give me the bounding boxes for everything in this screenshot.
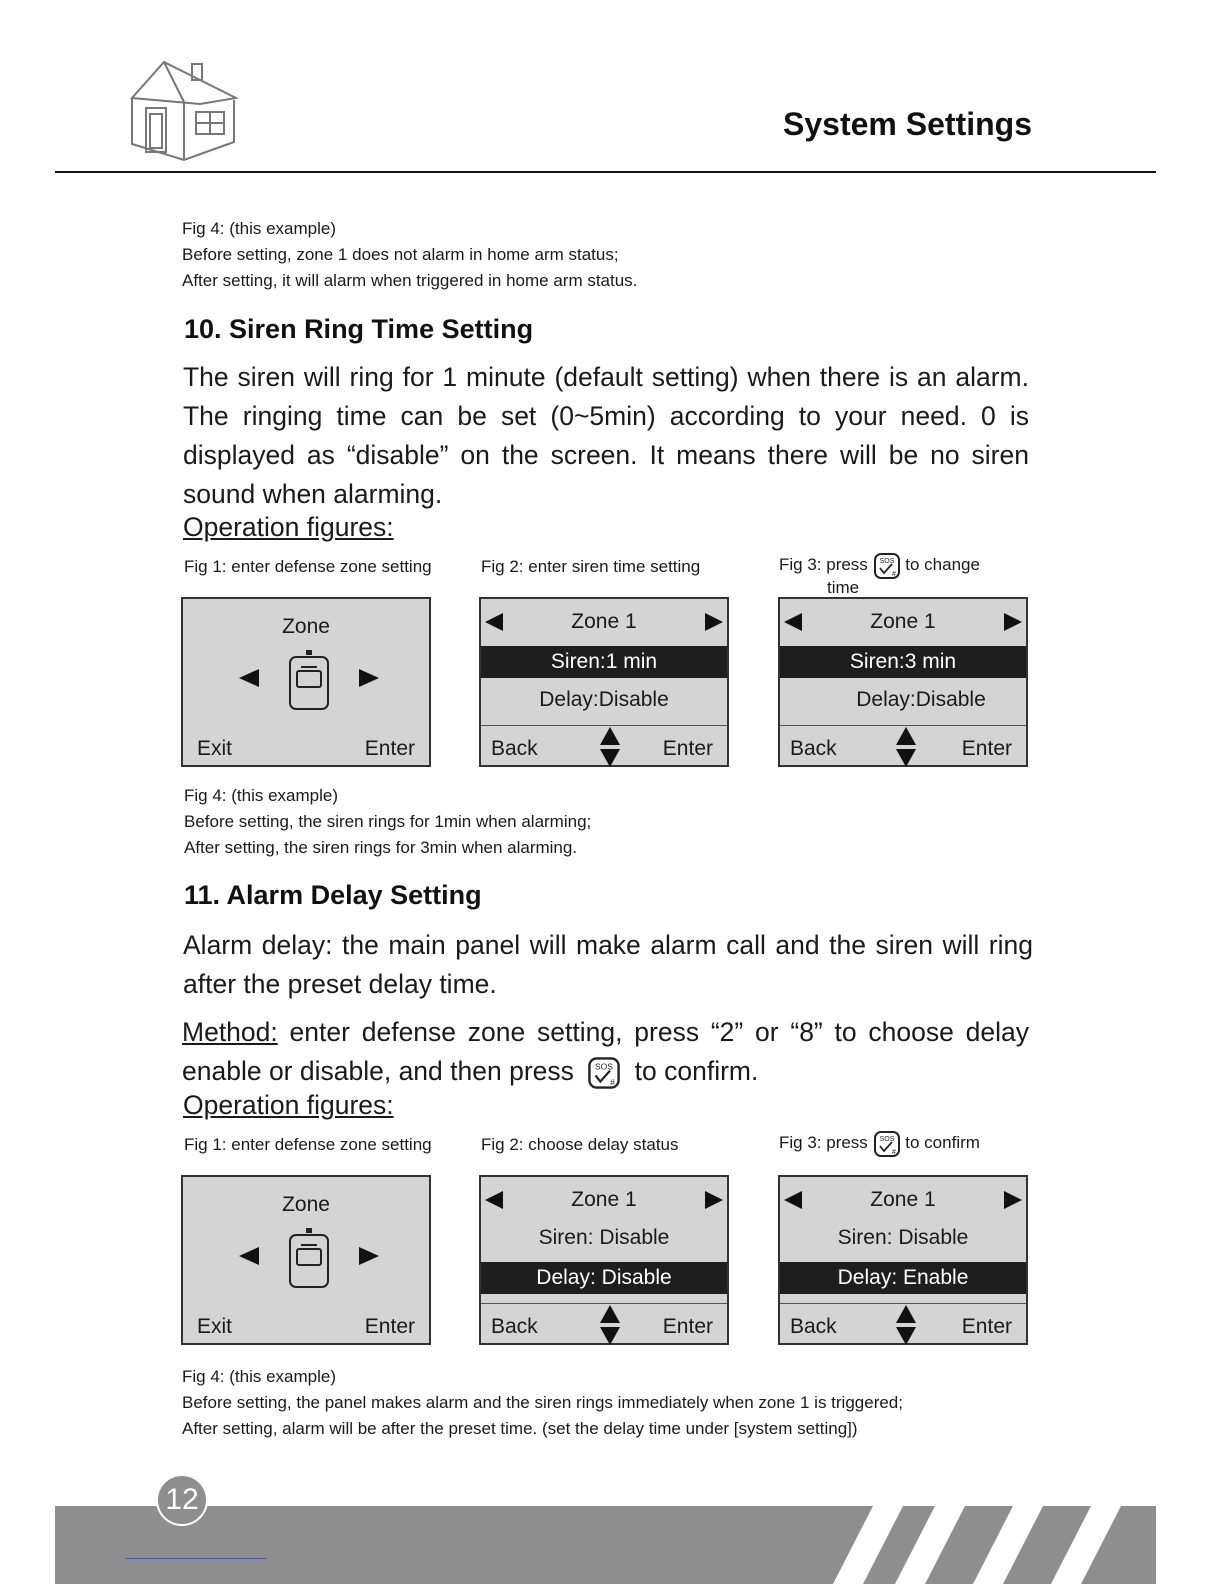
arrow-right-icon (705, 1191, 723, 1209)
top-note-line: Before setting, zone 1 does not alarm in home arm status; (182, 245, 619, 264)
lcd-screen-siren-before (479, 597, 729, 767)
svg-text:#: # (891, 1148, 896, 1156)
footer-link-underline (126, 1558, 266, 1559)
fig2-caption: Fig 2: enter siren time setting (481, 557, 701, 576)
back-label: Back (491, 1315, 538, 1338)
svg-text:#: # (891, 570, 896, 578)
lcd-row-delay: Delay:Disable (539, 688, 669, 711)
lcd-title: Zone (282, 615, 330, 638)
header-rule (55, 171, 1156, 173)
paragraph-line: displayed as “disable” on the screen. It means there will be no siren (183, 440, 1029, 470)
fig3-caption (779, 1129, 980, 1158)
lcd-row-siren: Siren: Disable (837, 1226, 969, 1249)
svg-text:SOS: SOS (879, 557, 894, 565)
paragraph-line: after the preset delay time. (183, 969, 497, 999)
method-label: Method: (182, 1017, 278, 1047)
method-line-2 (182, 1052, 1029, 1091)
lcd-row-delay-selected: Delay: Disable (481, 1262, 727, 1294)
fig3-caption-text: to change (905, 555, 980, 574)
lcd-row-zone: Zone 1 (571, 1188, 637, 1211)
up-down-arrow-icon (896, 727, 916, 767)
lcd-row-delay-selected: Delay: Enable (780, 1262, 1026, 1294)
method-text: enter defense zone setting, press “2” or “8” to choose delay (277, 1017, 1029, 1047)
lcd-divider (481, 725, 727, 726)
method-paragraph (182, 1013, 1029, 1091)
lcd-row-delay: Delay:Disable (856, 688, 986, 711)
method-text: to confirm. (634, 1056, 759, 1086)
enter-label: Enter (662, 1315, 713, 1338)
paragraph-line: The siren will ring for 1 minute (default setting) when there is an alarm. (183, 362, 1029, 392)
footer-band (55, 1506, 1156, 1584)
lcd-divider (481, 1303, 727, 1304)
fig3-caption-text: Fig 3: press (779, 1133, 868, 1152)
fig2-caption: Fig 2: choose delay status (481, 1135, 679, 1154)
note-line: After setting, the siren rings for 3min when alarming. (184, 838, 578, 857)
note-line: After setting, alarm will be after the preset time. (set the delay time under [system setting]) (182, 1419, 858, 1438)
paragraph-line: Alarm delay: the main panel will make alarm call and the siren will ring (183, 930, 1033, 960)
enter-label: Enter (364, 737, 415, 760)
lcd-screen-zone (181, 1175, 431, 1345)
sos-key-icon (873, 552, 901, 580)
paragraph-line: The ringing time can be set (0~5min) according to your need. 0 is (183, 401, 1029, 431)
up-down-arrow-icon (600, 727, 620, 767)
lcd-divider (780, 725, 1026, 726)
page-number: 12 (156, 1474, 208, 1526)
fig1-caption: Fig 1: enter defense zone setting (184, 557, 432, 576)
fig1-caption: Fig 1: enter defense zone setting (184, 1135, 432, 1154)
exit-label: Exit (197, 1315, 233, 1338)
section-11-heading: 11. Alarm Delay Setting (184, 880, 482, 910)
method-text: enable or disable, and then press (182, 1056, 574, 1086)
lcd-screen-delay-before (479, 1175, 729, 1345)
top-note-line: Fig 4: (this example) (182, 219, 336, 238)
page-title: System Settings (783, 106, 1032, 142)
svg-text:#: # (610, 1077, 616, 1088)
lcd-row-siren-selected: Siren:3 min (780, 646, 1026, 678)
top-note-line: After setting, it will alarm when triggered in home arm status. (182, 271, 638, 290)
lcd-row-zone: Zone 1 (571, 610, 637, 633)
enter-label: Enter (364, 1315, 415, 1338)
arrow-right-icon (705, 613, 723, 631)
svg-text:SOS: SOS (595, 1061, 614, 1072)
door-sensor-icon (287, 1227, 331, 1289)
exit-label: Exit (197, 737, 233, 760)
lcd-row-siren: Siren: Disable (538, 1226, 670, 1249)
back-label: Back (790, 1315, 837, 1338)
lcd-row-siren-selected: Siren:1 min (481, 646, 727, 678)
lcd-screen-siren-after (778, 597, 1028, 767)
fig3-caption-time: time (827, 578, 860, 597)
section-10-heading: 10. Siren Ring Time Setting (184, 314, 534, 344)
lcd-screen-zone (181, 597, 431, 767)
lcd-screen-delay-after (778, 1175, 1028, 1345)
house-icon (128, 58, 238, 164)
lcd-title: Zone (282, 1193, 330, 1216)
paragraph-line: sound when alarming. (183, 479, 443, 509)
sos-key-icon (873, 1130, 901, 1158)
lcd-row-zone: Zone 1 (870, 610, 936, 633)
section-10-paragraph (183, 358, 1029, 514)
note-line: Before setting, the panel makes alarm and the siren rings immediately when zone 1 is triggered; (182, 1393, 903, 1412)
operation-figures-label: Operation figures: (183, 512, 394, 542)
note-line: Fig 4: (this example) (184, 786, 338, 805)
up-down-arrow-icon (896, 1305, 916, 1345)
section-11-paragraph (183, 926, 1033, 1004)
lcd-divider (780, 1303, 1026, 1304)
arrow-right-icon (1004, 613, 1022, 631)
enter-label: Enter (961, 1315, 1012, 1338)
back-label: Back (491, 737, 538, 760)
lcd-row-zone: Zone 1 (870, 1188, 936, 1211)
arrow-right-icon (359, 669, 379, 687)
back-label: Back (790, 737, 837, 760)
enter-label: Enter (961, 737, 1012, 760)
fig3-caption-text: to confirm (905, 1133, 980, 1152)
arrow-right-icon (1004, 1191, 1022, 1209)
sos-key-icon (587, 1056, 621, 1090)
note-line: Before setting, the siren rings for 1min when alarming; (184, 812, 592, 831)
fig3-caption (779, 551, 980, 580)
section-10-note (184, 783, 591, 861)
enter-label: Enter (662, 737, 713, 760)
arrow-left-icon (239, 1247, 259, 1265)
arrow-right-icon (359, 1247, 379, 1265)
method-line (182, 1013, 1029, 1052)
fig3-caption-text: Fig 3: press (779, 555, 868, 574)
top-note (182, 216, 637, 294)
operation-figures-label: Operation figures: (183, 1090, 394, 1120)
up-down-arrow-icon (600, 1305, 620, 1345)
svg-text:SOS: SOS (879, 1135, 894, 1143)
door-sensor-icon (287, 649, 331, 711)
section-11-note (182, 1364, 903, 1442)
note-line: Fig 4: (this example) (182, 1367, 336, 1386)
arrow-left-icon (239, 669, 259, 687)
